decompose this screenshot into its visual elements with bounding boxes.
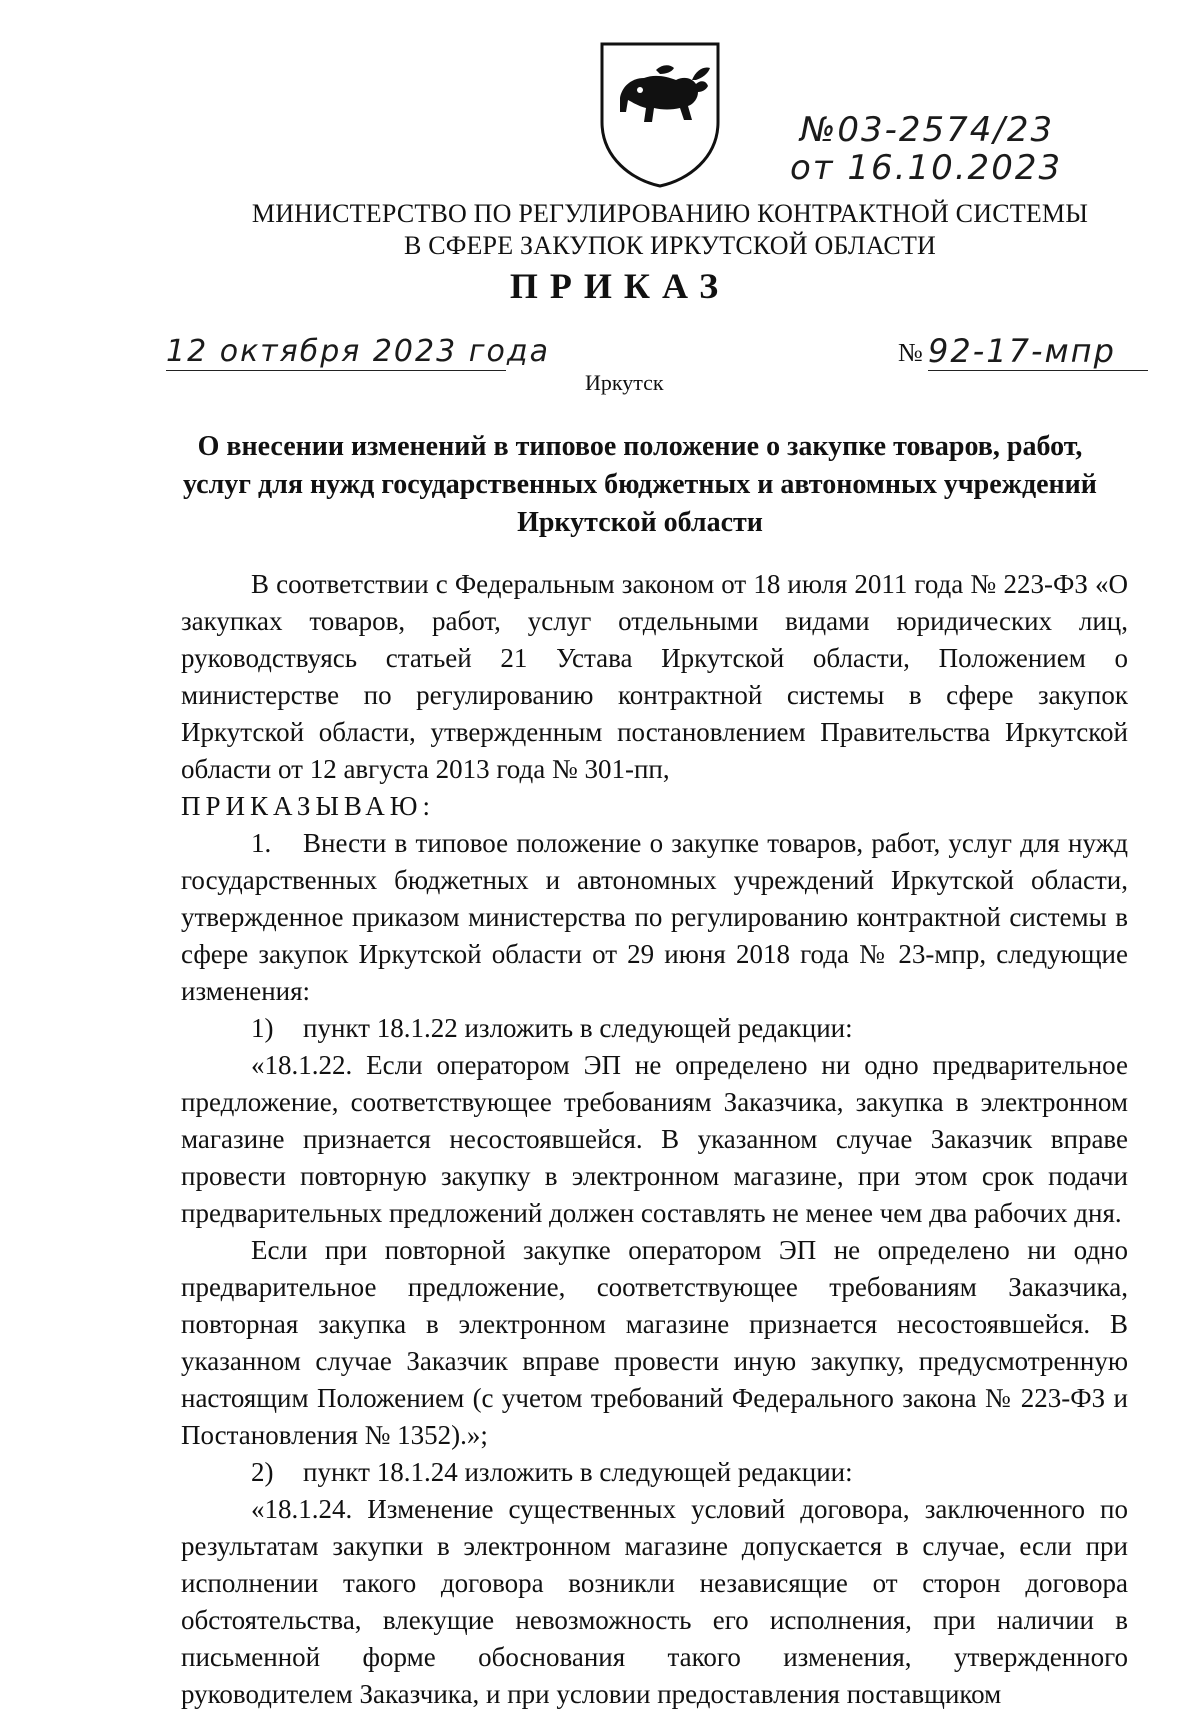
item-1 <box>181 825 1128 1010</box>
order-body <box>181 566 1128 1713</box>
subject-line-3: Иркутской области <box>517 507 763 538</box>
paragraph-18-1-22-b: Если при повторной закупке оператором ЭП не определено ни одно предварительное предложение, соответствующее требованиям Заказчика, повторная закупка в электронном магазине признается несостоявшейся. В указанном случае Заказчик вправе провести иную закупку, предусмотренную настоящим Положением (с учетом требований Федерального закона № 223-ФЗ и Постановления № 1352).»; <box>181 1235 1128 1450</box>
subitem-2 <box>181 1454 1128 1491</box>
order-date: 12 октября 2023 года <box>166 334 550 369</box>
subitem-1 <box>181 1010 1128 1047</box>
registration-date: от 16.10.2023 <box>790 148 1063 188</box>
subject-line-2: услуг для нужд государственных бюджетных и автономных учреждений <box>183 469 1097 500</box>
paragraph-18-1-24: «18.1.24. Изменение существенных условий договора, заключенного по результатам закупки в электронном магазине допускается в случае, если при исполнении такого договора возникли независящие от сторон договора обстоятельства, влекущие невозможность его исполнения, при наличии в письменной форме обоснования такого изменения, утвержденного руководителем Заказчика, и при условии предоставления поставщиком <box>181 1494 1128 1709</box>
item-1-number: 1. <box>251 828 272 858</box>
subitem-1-text: пункт 18.1.22 изложить в следующей редакции: <box>303 1013 853 1043</box>
ministry-line-1: МИНИСТЕРСТВО ПО РЕГУЛИРОВАНИЮ КОНТРАКТНОЙ СИСТЕМЫ <box>251 199 1089 228</box>
order-number: 92-17-мпр <box>928 332 1116 370</box>
order-subject <box>140 428 1140 542</box>
subitem-2-text: пункт 18.1.24 изложить в следующей редакции: <box>303 1457 853 1487</box>
ministry-header <box>0 198 1200 262</box>
coat-of-arms-icon <box>596 40 724 188</box>
subitem-1-number: 1) <box>251 1013 274 1043</box>
city: Иркутск <box>585 370 664 395</box>
number-underline <box>928 370 1148 371</box>
item-1-text: Внести в типовое положение о закупке товаров, работ, услуг для нужд государственных бюджетных и автономных учреждений Иркутской области, утвержденное приказом министерства по регулированию контрактной системы в сфере закупок Иркутской области от 29 июня 2018 года № 23-мпр, следующие изменения: <box>181 828 1128 1006</box>
registration-number: №03-2574/23 <box>800 110 1055 150</box>
decree-word: ПРИКАЗЫВАЮ: <box>181 791 435 821</box>
ministry-line-2: В СФЕРЕ ЗАКУПОК ИРКУТСКОЙ ОБЛАСТИ <box>403 231 937 260</box>
preamble-paragraph: В соответствии с Федеральным законом от 18 июля 2011 года № 223-ФЗ «О закупках товаров, работ, услуг отдельными видами юридических лиц, руководствуясь статьей 21 Устава Иркутской области, Положением о министерстве по регулированию контрактной системы в сфере закупок Иркутской области, утвержденным постановлением Правительства Иркутской области от 12 августа 2013 года № 301-пп, <box>181 569 1128 784</box>
subitem-2-number: 2) <box>251 1457 274 1487</box>
number-sign: № <box>898 338 923 367</box>
document-type: ПРИКАЗ <box>509 266 731 306</box>
paragraph-18-1-22-a: «18.1.22. Если оператором ЭП не определено ни одно предварительное предложение, соответствующее требованиям Заказчика, закупка в электронном магазине признается несостоявшейся. В указанном случае Заказчик вправе провести повторную закупку в электронном магазине, при этом срок подачи предварительных предложений должен составлять не менее чем два рабочих дня. <box>181 1050 1128 1228</box>
date-underline <box>166 370 506 371</box>
subject-line-1: О внесении изменений в типовое положение о закупке товаров, работ, <box>197 431 1083 462</box>
